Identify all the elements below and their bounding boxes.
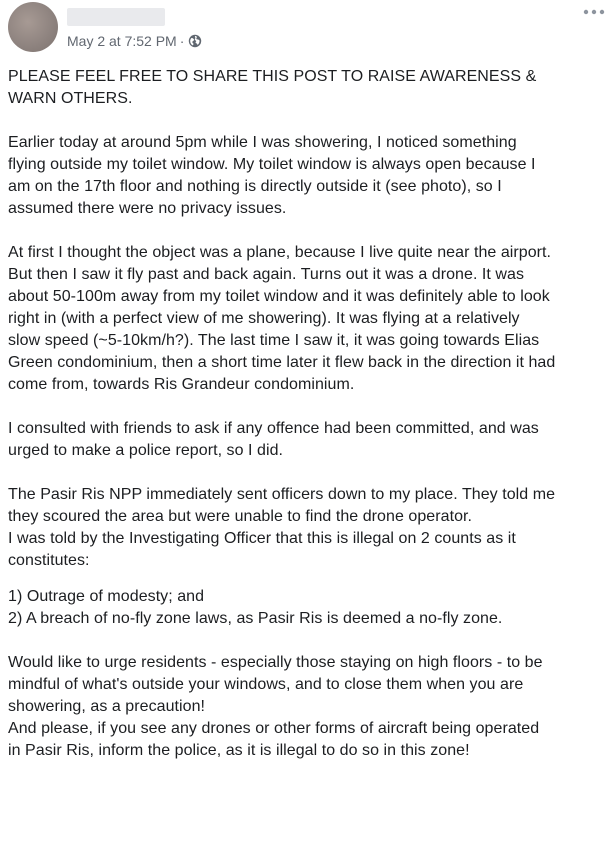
post-header — [0, 0, 611, 60]
post-meta — [67, 33, 202, 49]
post-paragraph: 1) Outrage of modesty; and 2) A breach of no-fly zone laws, as Pasir Ris is deemed a no-fly zone. — [8, 588, 503, 627]
avatar[interactable] — [8, 2, 58, 52]
post-body — [8, 66, 606, 762]
post-paragraph: Would like to urge residents - especially those staying on high floors - to be mindful of what's outside your windows, and to close them when you are showering, as a precaution! And please, if you see any drones or other forms of aircraft being operated in Pasir Ris, inform the police, as it is illegal to do so in this zone! — [8, 654, 543, 759]
author-name-redacted[interactable] — [67, 8, 165, 26]
post-paragraph: The Pasir Ris NPP immediately sent officers down to my place. They told me they scoured the area but were unable to find the drone operator. I was told by the Investigating Officer that this is illegal on 2 counts as it constitutes: — [8, 486, 556, 569]
post-paragraph: At first I thought the object was a plane, because I live quite near the airport. But then I saw it fly past and back again. Turns out it was a drone. It was about 50-100m away from my toilet window and it was definitely able to look right in (with a perfect view of me showering). It was flying at a relatively slow speed (~5-10km/h?). The last time I saw it, it was going towards Elias Green condominium, then a short time later it flew back in the direction it had come from, towards Ris Grandeur condominium. — [8, 244, 556, 393]
more-horizontal-icon — [583, 2, 605, 20]
post-paragraph: PLEASE FEEL FREE TO SHARE THIS POST TO RAISE AWARENESS & WARN OTHERS. — [8, 68, 537, 107]
globe-icon[interactable] — [188, 34, 202, 48]
post-paragraph: Earlier today at around 5pm while I was showering, I noticed something flying outside my toilet window. My toilet window is always open because I am on the 17th floor and nothing is directly outside it (see photo), so I assumed there were no privacy issues. — [8, 134, 536, 217]
more-options-button[interactable] — [582, 4, 606, 18]
post-paragraph: I consulted with friends to ask if any offence had been committed, and was urged to make a police report, so I did. — [8, 420, 539, 459]
meta-separator: · — [179, 33, 185, 49]
post-timestamp[interactable]: May 2 at 7:52 PM — [67, 33, 177, 49]
